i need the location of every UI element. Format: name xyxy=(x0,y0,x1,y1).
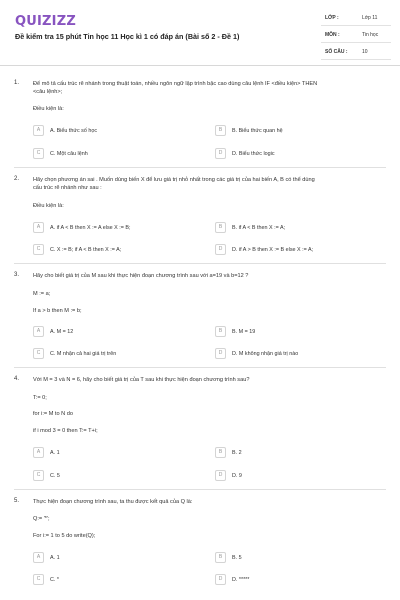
option-letter-box: C xyxy=(33,148,44,159)
option-letter-box: D xyxy=(215,348,226,359)
option-letter-box: C xyxy=(33,244,44,255)
option-letter-box: B xyxy=(215,552,226,563)
option-text: A. 1 xyxy=(50,449,60,456)
meta-value-class: Lớp 11 xyxy=(362,15,378,21)
option-text: B. 2 xyxy=(232,449,242,456)
option-letter-box: A xyxy=(33,326,44,337)
question-number: 5. xyxy=(14,498,20,504)
option-letter-box: C xyxy=(33,470,44,481)
option-letter-box: A xyxy=(33,125,44,136)
option-text: D. Biểu thức logic xyxy=(232,150,275,157)
option-letter-box: C xyxy=(33,574,44,585)
option-letter-box: D xyxy=(215,470,226,481)
option-text: A. M = 12 xyxy=(50,328,74,335)
option-text: C. Một câu lệnh xyxy=(50,150,88,157)
meta-value-question-count: 10 xyxy=(362,49,368,55)
question-text-line: Q:= '*'; xyxy=(33,516,50,522)
question-text-line: Điều kiện là: xyxy=(33,106,64,112)
meta-value-subject: Tin học xyxy=(362,32,379,38)
option-letter-box: C xyxy=(33,348,44,359)
question-number: 3. xyxy=(14,272,20,278)
option-text: C. 5 xyxy=(50,472,60,479)
question-divider xyxy=(14,367,386,368)
meta-row-question-count xyxy=(321,46,391,60)
option-text: A. if A < B then X := A else X := B; xyxy=(50,224,131,231)
question-text-line: <câu lệnh>; xyxy=(33,89,63,95)
question-text-line: Hãy cho biết giá trị của M sau khi thực hiện đoạn chương trình sau với a=19 và b=12 ? xyxy=(33,273,249,279)
option-text: B. Biểu thức quan hệ xyxy=(232,127,283,134)
question-text-line: Thực hiện đoạn chương trình sau, ta thu được kết quả của Q là: xyxy=(33,499,193,505)
option-text: D. if A > B then X := B else X := A; xyxy=(232,246,314,253)
option-text: D. 9 xyxy=(232,472,242,479)
option-text: C. M nhận cả hai giá trị trên xyxy=(50,350,117,357)
option-letter-box: A xyxy=(33,447,44,458)
question-text-line: T:= 0; xyxy=(33,395,47,401)
question-text-line: if i mod 3 = 0 then T:= T+i; xyxy=(33,428,98,434)
question-text-line: For i:= 1 to 5 do write(Q); xyxy=(33,533,96,539)
question-divider xyxy=(14,489,386,490)
option-text: A. Biểu thức số học xyxy=(50,127,98,134)
question-text-line: Để mô tả cấu trúc rẽ nhánh trong thuật toán, nhiều ngôn ngữ lập trình bậc cao dùng câu lệnh IF <điều kiện> THEN xyxy=(33,81,318,87)
meta-label-question-count: SỐ CÂU : xyxy=(325,49,348,55)
option-text: C. * xyxy=(50,576,59,583)
option-letter-box: B xyxy=(215,125,226,136)
question-text-line: Với M = 3 và N = 6, hãy cho biết giá trị của T sau khi thực hiện đoạn chương trình sau? xyxy=(33,377,250,383)
option-letter-box: B xyxy=(215,326,226,337)
option-letter-box: A xyxy=(33,552,44,563)
question-text-line: for i:= M to N do xyxy=(33,411,73,417)
quizizz-logo: QUIZIZZ xyxy=(15,14,76,29)
question-number: 4. xyxy=(14,376,20,382)
meta-label-class: LỚP : xyxy=(325,15,339,21)
option-text: B. if A < B then X := A; xyxy=(232,224,286,231)
option-letter-box: D xyxy=(215,244,226,255)
question-divider xyxy=(14,167,386,168)
option-letter-box: D xyxy=(215,574,226,585)
question-text-line: Điều kiện là: xyxy=(33,203,64,209)
option-text: D. ***** xyxy=(232,576,250,583)
option-letter-box: A xyxy=(33,222,44,233)
option-letter-box: B xyxy=(215,447,226,458)
question-divider xyxy=(14,263,386,264)
option-text: B. M = 19 xyxy=(232,328,256,335)
option-letter-box: B xyxy=(215,222,226,233)
option-text: D. M không nhận giá trị nào xyxy=(232,350,299,357)
worksheet-meta xyxy=(321,12,391,63)
question-number: 2. xyxy=(14,176,20,182)
question-text-line: If a > b then M := b; xyxy=(33,308,82,314)
question-number: 1. xyxy=(14,80,20,86)
question-text-line: M := a; xyxy=(33,291,51,297)
meta-label-subject: MÔN : xyxy=(325,32,340,38)
worksheet-header xyxy=(0,0,400,66)
meta-row-class xyxy=(321,12,391,26)
worksheet-title: Đề kiểm tra 15 phút Tin học 11 Học kì 1 có đáp án (Bài số 2 - Đề 1) xyxy=(15,32,240,41)
option-letter-box: D xyxy=(215,148,226,159)
option-text: B. 5 xyxy=(232,554,242,561)
question-text-line: cấu trúc rẽ nhánh như sau : xyxy=(33,185,102,191)
meta-row-subject xyxy=(321,29,391,43)
option-text: C. X := B; if A < B then X := A; xyxy=(50,246,122,253)
option-text: A. 1 xyxy=(50,554,60,561)
question-text-line: Hãy chọn phương án sai . Muốn dùng biến X để lưu giá trị nhỏ nhất trong các giá trị của hai biến A, B có thể dùng xyxy=(33,177,315,183)
